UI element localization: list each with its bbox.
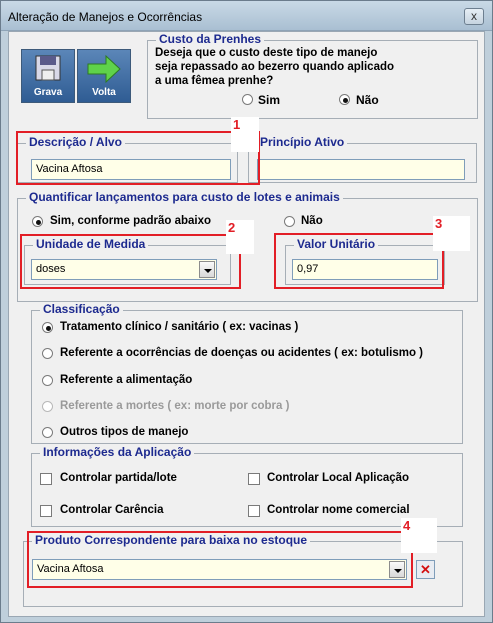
client-area (8, 31, 485, 617)
principio-input[interactable] (257, 159, 465, 180)
quantificar-title: Quantificar lançamentos para custo de lotes e animais (26, 190, 343, 204)
annotation-marker-2 (226, 220, 254, 254)
principio-group (248, 135, 477, 183)
controlar-local-checkbox[interactable] (248, 473, 260, 485)
classificacao-group (31, 302, 463, 444)
clear-x-icon: ✕ (420, 562, 431, 577)
produto-title: Produto Correspondente para baixa no estoque (32, 533, 310, 547)
quantificar-no-radio[interactable] (284, 216, 295, 227)
annotation-marker-1 (231, 117, 259, 152)
custo-prenhes-yes-radio[interactable] (242, 94, 253, 105)
quantificar-no-label: Não (301, 215, 323, 227)
aplicacao-title: Informações da Aplicação (40, 445, 194, 459)
classificacao-option-3-label: Referente a mortes ( ex: morte por cobra ) (60, 400, 290, 412)
annotation-box-1 (16, 131, 260, 185)
controlar-nome-checkbox[interactable] (248, 505, 260, 517)
principio-title: Princípio Ativo (257, 135, 347, 149)
annotation-number-4: 4 (403, 518, 411, 533)
custo-prenhes-yes-label: Sim (258, 93, 281, 107)
controlar-partida-checkbox[interactable] (40, 473, 52, 485)
controlar-carencia-label: Controlar Carência (60, 504, 164, 516)
custo-prenhes-group (147, 32, 478, 119)
controlar-local-label: Controlar Local Aplicação (267, 472, 410, 484)
descricao-input[interactable]: Vacina Aftosa (31, 159, 231, 180)
annotation-marker-3 (433, 216, 470, 251)
arrow-right-icon (78, 50, 130, 88)
clear-product-button[interactable] (416, 560, 435, 579)
controlar-partida-label: Controlar partida/lote (60, 472, 177, 484)
window-title: Alteração de Manejos e Ocorrências (8, 10, 203, 24)
classificacao-option-2-radio[interactable] (42, 375, 53, 386)
classificacao-option-0-radio[interactable] (42, 322, 53, 333)
annotation-box-2 (20, 234, 241, 289)
descricao-title: Descrição / Alvo (26, 135, 125, 149)
annotation-box-3 (274, 233, 444, 289)
custo-prenhes-question: Deseja que o custo deste tipo de manejo seja repassado ao bezerro quando aplicado a uma fêmea prenhe? (155, 47, 395, 87)
classificacao-option-0-label: Tratamento clínico / sanitário ( ex: vacinas ) (60, 321, 299, 333)
custo-prenhes-no-radio[interactable] (339, 94, 350, 105)
annotation-marker-4 (401, 518, 437, 553)
custo-prenhes-no-label: Não (356, 93, 379, 107)
annotation-box-4 (27, 531, 413, 588)
custo-prenhes-title: Custo da Prenhes (156, 32, 264, 46)
annotation-number-2: 2 (228, 220, 236, 235)
classificacao-title: Classificação (40, 302, 123, 316)
controlar-carencia-checkbox[interactable] (40, 505, 52, 517)
back-button[interactable] (77, 49, 131, 103)
back-button-label: Volta (92, 87, 116, 98)
classificacao-option-1-radio[interactable] (42, 348, 53, 359)
classificacao-option-2-label: Referente a alimentação (60, 374, 193, 386)
title-bar (1, 1, 492, 31)
save-button-label: Grava (33, 87, 63, 98)
annotation-number-1: 1 (233, 117, 241, 132)
floppy-disk-icon (22, 50, 74, 88)
aplicacao-group (31, 445, 463, 527)
quantificar-yes-radio[interactable] (32, 216, 43, 227)
classificacao-option-1-label: Referente a ocorrências de doenças ou acidentes ( ex: botulismo ) (60, 347, 423, 359)
valor-title: Valor Unitário (294, 237, 378, 251)
save-button[interactable] (21, 49, 75, 103)
classificacao-option-4-label: Outros tipos de manejo (60, 426, 189, 438)
quantificar-yes-label: Sim, conforme padrão abaixo (50, 215, 212, 227)
close-button[interactable]: x (464, 8, 484, 25)
classificacao-option-3-radio (42, 401, 53, 412)
valor-input[interactable]: 0,97 (292, 259, 438, 280)
annotation-number-3: 3 (435, 216, 443, 231)
unidade-title: Unidade de Medida (33, 237, 148, 251)
produto-select-value: Vacina Aftosa (37, 563, 104, 575)
unidade-select-value: doses (36, 263, 66, 275)
controlar-nome-label: Controlar nome comercial (267, 504, 410, 516)
classificacao-option-4-radio[interactable] (42, 427, 53, 438)
